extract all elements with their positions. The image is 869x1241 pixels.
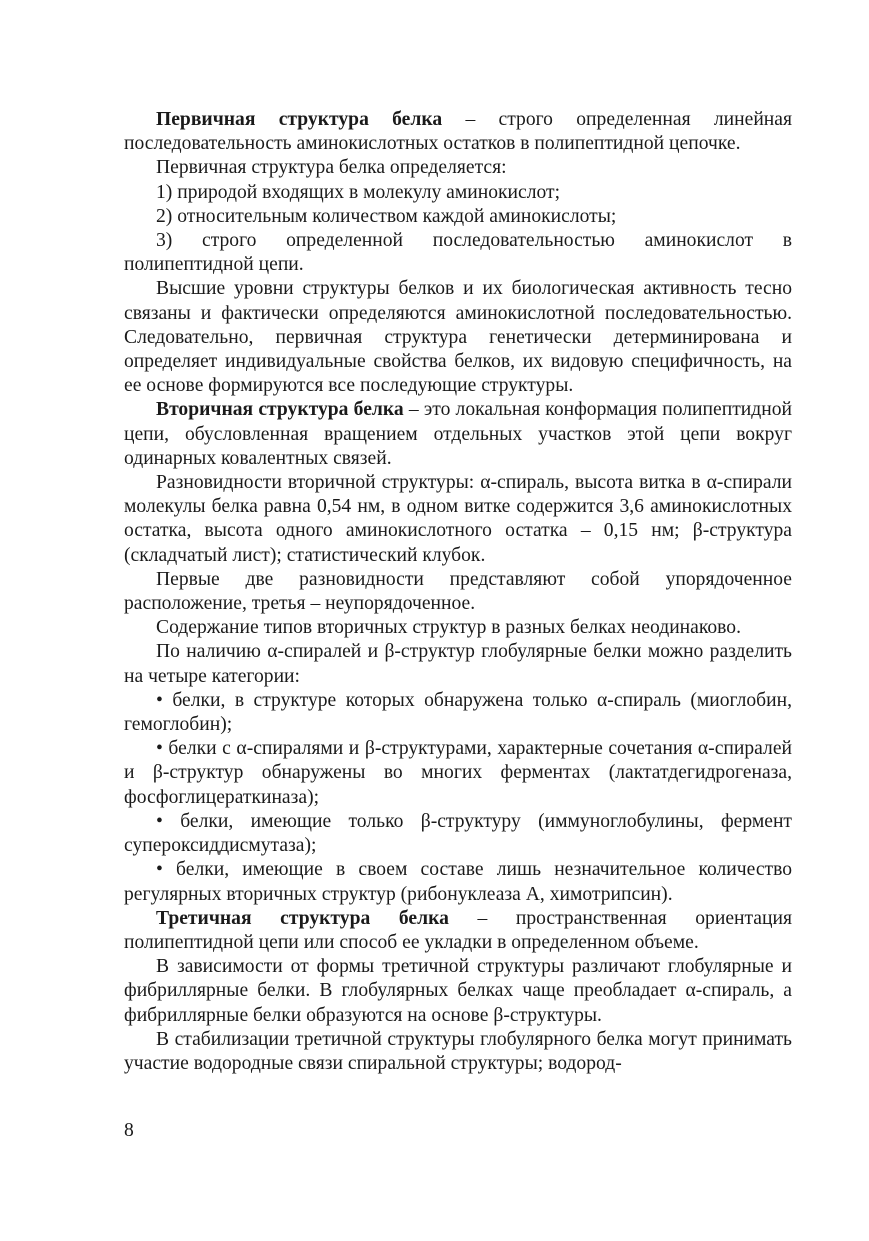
paragraph-text: Содержание типов вторичных структур в разных белках неодинаково. [156,617,741,639]
paragraph [124,955,792,1028]
paragraph [124,156,792,180]
paragraph-text: По наличию α-спиралей и β-структур глобулярные белки можно разделить на четыре категории: [124,641,792,687]
paragraph-text: Высшие уровни структуры белков и их биологическая активность тесно связаны и фактически определяются аминокислотной последовательностью. Следовательно, первичная структура генетически детерминирована и определяет индивидуальные свойства белков, их видовую специфичность, на ее основе формируются все последующие структуры. [124,278,792,397]
paragraph-text: • белки, имеющие в своем составе лишь незначительное количество регулярных вторичных структур (рибонуклеаза А, химотрипсин). [124,859,792,905]
paragraph [124,1028,792,1076]
page-body [124,108,792,1076]
page-number: 8 [124,1120,134,1141]
bullet-item [124,737,792,810]
paragraph [124,907,792,955]
paragraph-text: 1) природой входящих в молекулу аминокислот; [156,181,561,203]
paragraph [124,398,792,471]
paragraph-text: – строго определенная линейная последовательность аминокислотных остатков в полипептидной цепочке. [124,109,792,155]
list-item [124,181,792,205]
paragraph [124,568,792,616]
paragraph [124,108,792,156]
term-heading: Вторичная структура белка [156,399,404,421]
paragraph [124,277,792,398]
paragraph [124,471,792,568]
list-item [124,205,792,229]
list-item [124,229,792,277]
paragraph-text: – пространственная ориентация полипептидной цепи или способ ее укладки в определенном объеме. [124,907,792,953]
paragraph-text: • белки, имеющие только β-структуру (иммуноглобулины, фермент супероксиддисмутаза); [124,810,792,857]
paragraph-text: Первичная структура белка определяется: [156,157,507,179]
bullet-item [124,858,792,906]
bullet-item [124,689,792,737]
paragraph [124,640,792,688]
paragraph [124,616,792,640]
paragraph-text: Первые две разновидности представляют собой упорядоченное расположение, третья – неупорядоченное. [124,568,792,615]
paragraph-text: • белки, в структуре которых обнаружена только α-спираль (миоглобин, гемоглобин); [124,689,792,736]
paragraph-text: В зависимости от формы третичной структуры различают глобулярные и фибриллярные белки. В глобулярных белках чаще преобладает α-спираль, а фибриллярные белки образуются на основе β-структуры. [124,956,792,1026]
paragraph-text: – это локальная конформация полипептидной цепи, обусловленная вращением отдельных участков этой цепи вокруг одинарных ковалентных связей. [124,399,792,469]
paragraph-text: В стабилизации третичной структуры глобулярного белка могут принимать участие водородные связи спиральной структуры; водород- [124,1028,792,1074]
paragraph-text: Разновидности вторичной структуры: α-спираль, высота витка в α-спирали молекулы белка равна 0,54 нм, в одном витке содержится 3,6 аминокислотных остатка, высота одного аминокислотного остатка – 0,15 нм; β-структура (складчатый лист); статистический клубок. [124,472,792,566]
paragraph-text: 2) относительным количеством каждой аминокислоты; [156,205,617,227]
term-heading: Третичная структура белка [156,907,449,929]
bullet-item [124,810,792,858]
paragraph-text: • белки с α-спиралями и β-структурами, характерные сочетания α-спиралей и β-структур обнаружены во многих ферментах (лактатдегидрогеназа, фосфоглицераткиназа); [124,738,792,808]
paragraph-text: 3) строго определенной последовательностью аминокислот в полипептидной цепи. [124,230,792,276]
term-heading: Первичная структура белка [156,109,443,130]
